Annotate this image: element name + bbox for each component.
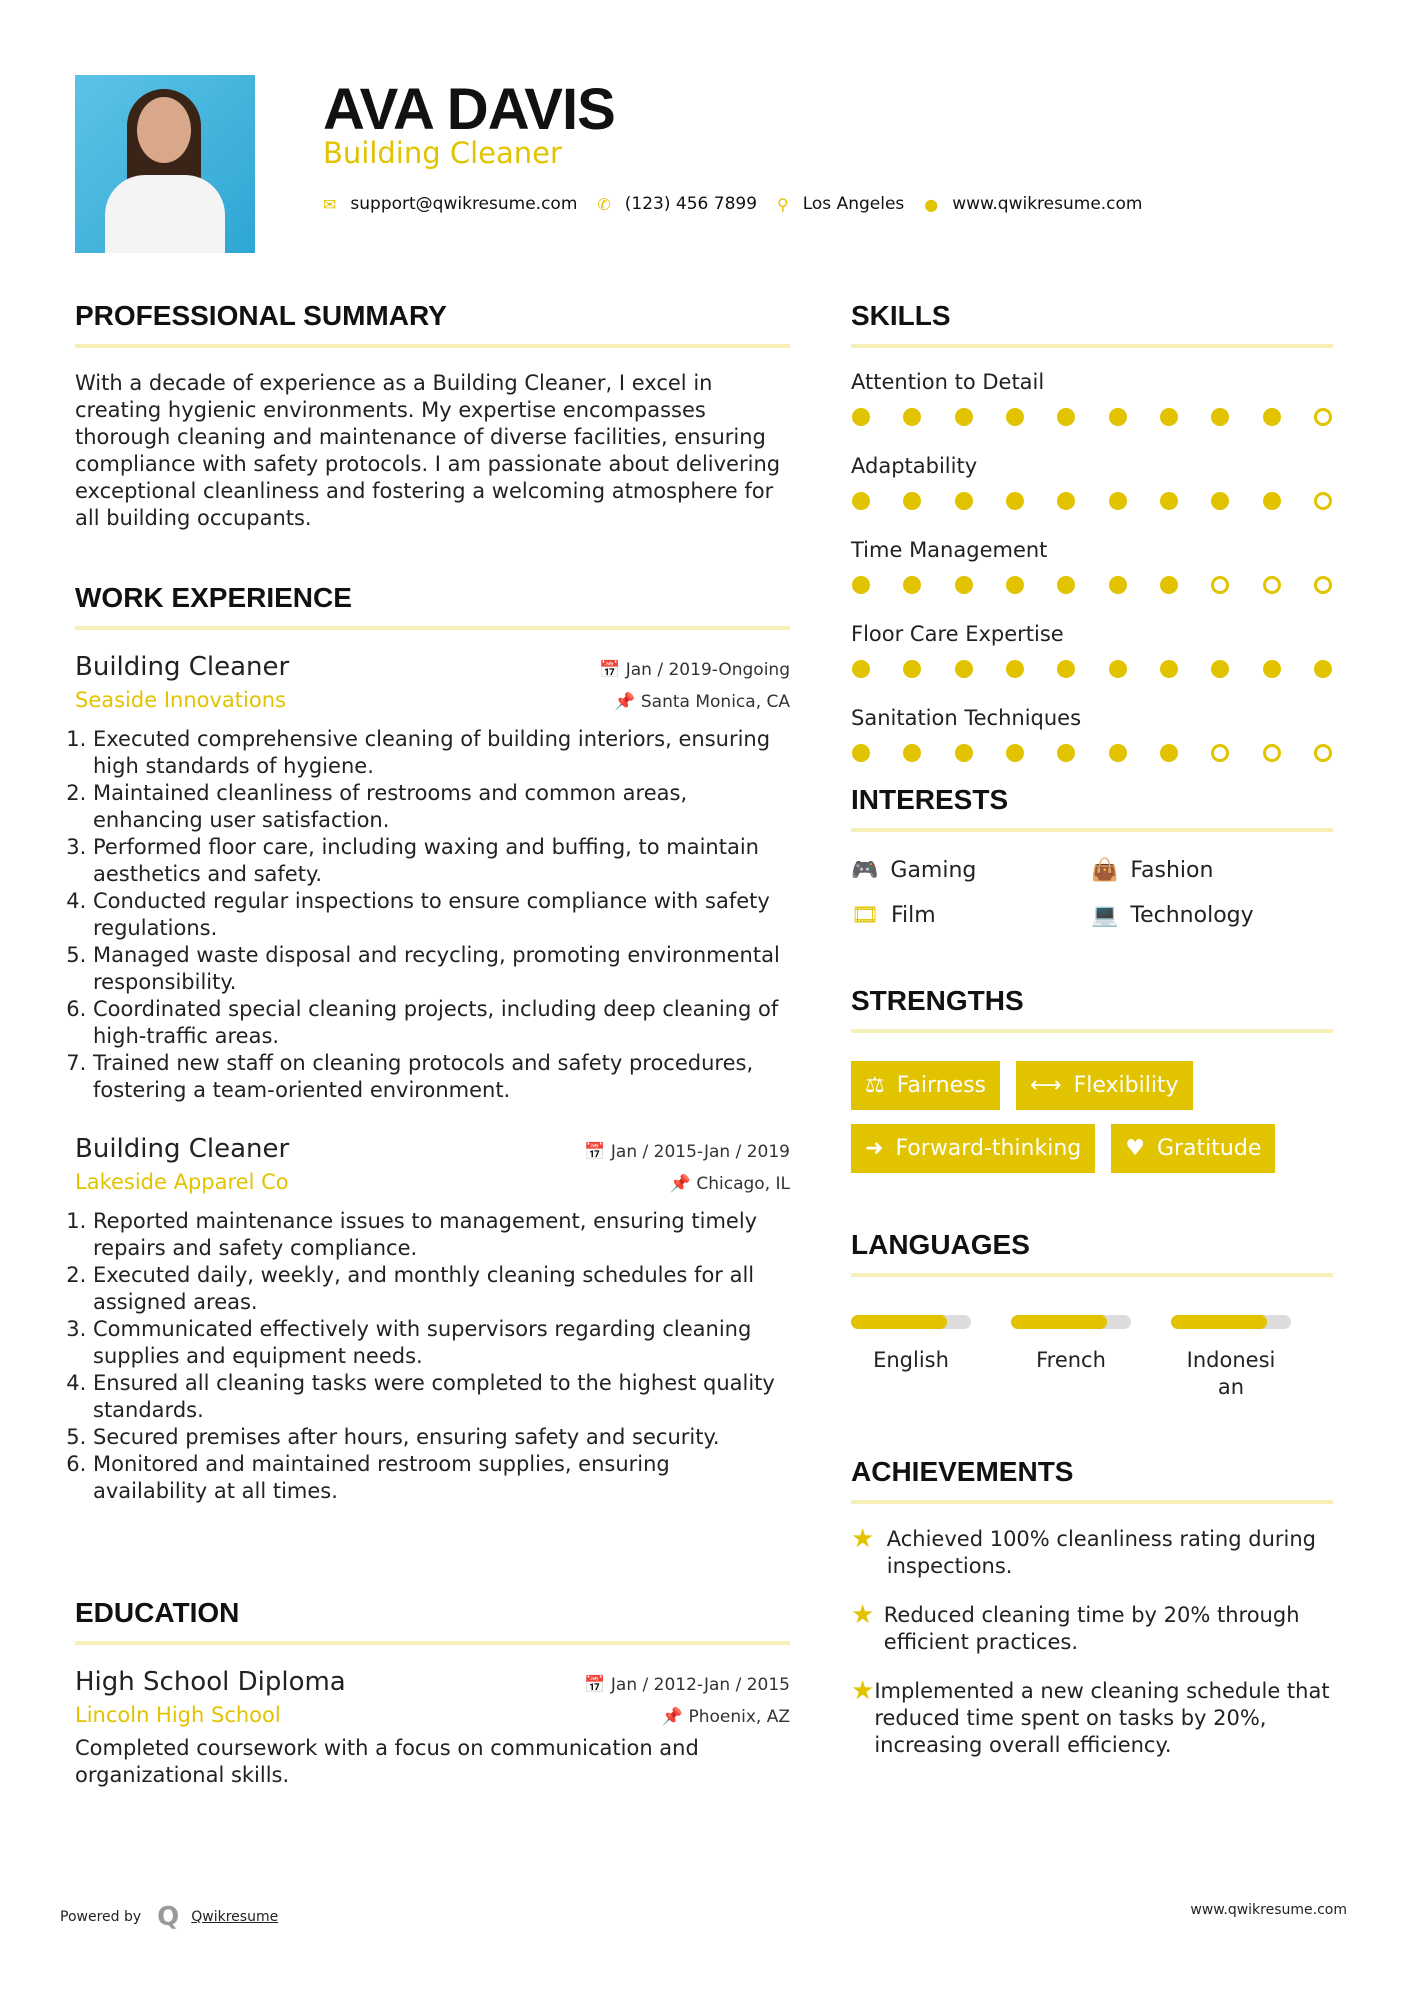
rating-dot: [1006, 492, 1024, 510]
work-section: [75, 582, 790, 1505]
list-item: 4. Conducted regular inspections to ensure compliance with safety regulations.: [93, 888, 790, 942]
date: 📅 Jan / 2019-Ongoing: [599, 660, 790, 680]
achievement-item: [851, 1678, 1333, 1759]
balance-scale-icon: ⚖: [865, 1073, 885, 1098]
rating-dot: [955, 408, 973, 426]
rating-dot: [1109, 744, 1127, 762]
language-level-fill: [851, 1315, 947, 1329]
summary-section: [75, 300, 790, 532]
strength-label: Forward-thinking: [895, 1136, 1082, 1161]
rating-dot: [1006, 576, 1024, 594]
skill-rating: [851, 408, 1333, 426]
rating-dot: [1109, 660, 1127, 678]
rating-dot: [1160, 408, 1178, 426]
divider: [851, 1500, 1333, 1504]
list-item: 3. Communicated effectively with supervisors regarding cleaning supplies and equipment needs.: [93, 1316, 790, 1370]
skill-rating: [851, 492, 1333, 510]
rating-dot: [1314, 744, 1332, 762]
language-item: [851, 1315, 971, 1401]
strength-badge: [1111, 1124, 1275, 1173]
rating-dot: [955, 744, 973, 762]
rating-dot: [955, 492, 973, 510]
achievement-text: Implemented a new cleaning schedule that reduced time spent on tasks by 20%, increasing overall efficiency.: [874, 1679, 1330, 1757]
language-name: English: [873, 1348, 949, 1372]
skill-rating: [851, 576, 1333, 594]
contact-bar: [323, 194, 1163, 214]
section-heading: SKILLS: [851, 300, 951, 331]
date: 📅 Jan / 2012-Jan / 2015: [584, 1675, 790, 1695]
rating-dot: [903, 492, 921, 510]
candidate-name: AVA DAVIS: [323, 77, 615, 142]
section-heading: STRENGTHS: [851, 985, 1024, 1016]
rating-dot: [1263, 660, 1281, 678]
rating-dot: [955, 660, 973, 678]
rating-dot: [1160, 660, 1178, 678]
interest-item: [1091, 903, 1331, 928]
language-level-fill: [1171, 1315, 1267, 1329]
list-item: 2. Maintained cleanliness of restrooms and common areas, enhancing user satisfaction.: [93, 780, 790, 834]
email[interactable]: support@qwikresume.com: [350, 194, 578, 214]
skill-name: Time Management: [851, 538, 1048, 562]
job-entry: [75, 1134, 790, 1505]
school: Lincoln High School: [75, 1703, 281, 1727]
rating-dot: [1314, 660, 1332, 678]
website[interactable]: www.qwikresume.com: [952, 194, 1143, 214]
rating-dot: [1211, 576, 1229, 594]
rating-dot: [1314, 492, 1332, 510]
strength-badge: [851, 1124, 1095, 1173]
rating-dot: [1160, 492, 1178, 510]
list-item: 7. Trained new staff on cleaning protocols and safety procedures, fostering a team-oriented environment.: [93, 1050, 790, 1104]
envelope-icon: ✉: [323, 194, 337, 214]
rating-dot: [852, 744, 870, 762]
language-name: French: [1036, 1348, 1106, 1372]
language-level-fill: [1011, 1315, 1107, 1329]
skill-rating: [851, 744, 1333, 762]
skill-name: Floor Care Expertise: [851, 622, 1064, 646]
film-icon: 🎞: [851, 903, 879, 928]
interest-item: [851, 903, 1091, 928]
rating-dot: [1160, 576, 1178, 594]
company: Lakeside Apparel Co: [75, 1170, 289, 1194]
rating-dot: [1263, 408, 1281, 426]
summary-text: With a decade of experience as a Building Cleaner, I excel in creating hygienic environments. My expertise encompasses thorough cleaning and maintenance of diverse facilities, ensuring compliance with safety protocols. I am passionate about delivering exceptional cleanliness and fostering a welcoming atmosphere for all building occupants.: [75, 371, 781, 530]
date-text: Jan / 2019-Ongoing: [625, 660, 790, 680]
interest-label: Fashion: [1130, 858, 1214, 883]
brand-link[interactable]: Qwikresume: [191, 1909, 279, 1925]
interest-label: Film: [890, 903, 936, 928]
globe-icon: ●: [924, 194, 939, 214]
rating-dot: [903, 744, 921, 762]
rating-dot: [1160, 744, 1178, 762]
phone-icon: ✆: [597, 194, 611, 214]
section-heading: LANGUAGES: [851, 1229, 1030, 1260]
list-item: 5. Secured premises after hours, ensuring safety and security.: [93, 1424, 790, 1451]
degree: High School Diploma: [75, 1667, 346, 1697]
strength-label: Fairness: [896, 1073, 987, 1098]
rating-dot: [1006, 744, 1024, 762]
rating-dot: [1211, 492, 1229, 510]
rating-dot: [1057, 660, 1075, 678]
language-name: Indonesian: [1186, 1348, 1276, 1399]
strength-badge: [1016, 1061, 1193, 1110]
location: 📌 Phoenix, AZ: [661, 1707, 790, 1727]
footer-site[interactable]: www.qwikresume.com: [1190, 1902, 1347, 1918]
language-item: [1011, 1315, 1131, 1401]
achievement-text: Achieved 100% cleanliness rating during inspections.: [886, 1527, 1316, 1578]
achievement-text: Reduced cleaning time by 20% through efficient practices.: [883, 1603, 1300, 1654]
language-level-bar: [1011, 1315, 1131, 1329]
language-level-bar: [851, 1315, 971, 1329]
rating-dot: [903, 660, 921, 678]
education-section: [75, 1597, 790, 1789]
section-heading: WORK EXPERIENCE: [75, 582, 352, 613]
heart-icon: ♥: [1125, 1136, 1145, 1161]
divider: [75, 1641, 790, 1645]
rating-dot: [1109, 576, 1127, 594]
rating-dot: [852, 576, 870, 594]
strengths-section: [851, 985, 1333, 1173]
bullet-list: [75, 726, 790, 1104]
rating-dot: [1057, 492, 1075, 510]
rating-dot: [1263, 576, 1281, 594]
languages-section: [851, 1229, 1333, 1401]
rating-dot: [1006, 408, 1024, 426]
skill-name: Adaptability: [851, 454, 978, 478]
location: 📌 Santa Monica, CA: [614, 692, 790, 712]
bullet-list: [75, 1208, 790, 1505]
rating-dot: [852, 408, 870, 426]
job-title: Building Cleaner: [75, 652, 290, 682]
laptop-icon: 💻: [1091, 903, 1119, 928]
list-item: 4. Ensured all cleaning tasks were completed to the highest quality standards.: [93, 1370, 790, 1424]
interest-item: [851, 858, 1091, 883]
star-icon: ★: [851, 1600, 875, 1630]
list-item: 1. Reported maintenance issues to management, ensuring timely repairs and safety compliance.: [93, 1208, 790, 1262]
list-item: 3. Performed floor care, including waxing and buffing, to maintain aesthetics and safety.: [93, 834, 790, 888]
language-item: [1171, 1315, 1291, 1401]
date-text: Jan / 2012-Jan / 2015: [610, 1675, 790, 1695]
divider: [75, 344, 790, 348]
rating-dot: [1263, 744, 1281, 762]
interests-section: [851, 784, 1333, 928]
language-level-bar: [1171, 1315, 1291, 1329]
achievements-section: [851, 1456, 1333, 1759]
arrows-h-icon: ⟷: [1030, 1073, 1062, 1098]
map-marker-icon: ⚲: [777, 194, 789, 214]
list-item: 6. Coordinated special cleaning projects, including deep cleaning of high-traffic areas.: [93, 996, 790, 1050]
rating-dot: [1211, 744, 1229, 762]
achievement-item: [851, 1526, 1333, 1580]
rating-dot: [903, 576, 921, 594]
rating-dot: [1057, 408, 1075, 426]
company: Seaside Innovations: [75, 688, 286, 712]
rating-dot: [852, 660, 870, 678]
strength-badge: [851, 1061, 1000, 1110]
location: Los Angeles: [802, 194, 905, 214]
rating-dot: [903, 408, 921, 426]
profile-photo: [75, 75, 255, 253]
divider: [75, 626, 790, 630]
rating-dot: [1006, 660, 1024, 678]
rating-dot: [1109, 492, 1127, 510]
location: 📌 Chicago, IL: [669, 1174, 790, 1194]
list-item: 6. Monitored and maintained restroom supplies, ensuring availability at all times.: [93, 1451, 790, 1505]
location-text: Phoenix, AZ: [688, 1707, 790, 1727]
rating-dot: [1263, 492, 1281, 510]
job-title: Building Cleaner: [323, 136, 562, 170]
star-icon: ★: [851, 1676, 875, 1706]
rating-dot: [1057, 576, 1075, 594]
list-item: 1. Executed comprehensive cleaning of building interiors, ensuring high standards of hygiene.: [93, 726, 790, 780]
footer-branding: [60, 1902, 278, 1932]
achievement-item: [851, 1602, 1333, 1656]
interest-label: Gaming: [890, 858, 977, 883]
location-text: Chicago, IL: [696, 1174, 790, 1194]
rating-dot: [1211, 408, 1229, 426]
job-entry: [75, 652, 790, 1104]
arrow-right-icon: ➜: [865, 1136, 884, 1161]
rating-dot: [1057, 744, 1075, 762]
star-icon: ★: [851, 1524, 875, 1554]
date-text: Jan / 2015-Jan / 2019: [610, 1142, 790, 1162]
section-heading: INTERESTS: [851, 784, 1009, 815]
rating-dot: [1211, 660, 1229, 678]
job-title: Building Cleaner: [75, 1134, 290, 1164]
qwikresume-logo-icon: Q: [157, 1902, 180, 1932]
skills-section: [851, 300, 1333, 790]
skill-name: Sanitation Techniques: [851, 706, 1082, 730]
location-text: Santa Monica, CA: [640, 692, 790, 712]
phone: (123) 456 7899: [624, 194, 758, 214]
skill-rating: [851, 660, 1333, 678]
list-item: 2. Executed daily, weekly, and monthly cleaning schedules for all assigned areas.: [93, 1262, 790, 1316]
strength-label: Flexibility: [1073, 1073, 1179, 1098]
interest-label: Technology: [1130, 903, 1254, 928]
list-item: 5. Managed waste disposal and recycling, promoting environmental responsibility.: [93, 942, 790, 996]
rating-dot: [1314, 408, 1332, 426]
shopping-bag-icon: 👜: [1091, 858, 1119, 883]
divider: [851, 1273, 1333, 1277]
rating-dot: [955, 576, 973, 594]
powered-by: Powered by: [60, 1909, 142, 1925]
divider: [851, 1029, 1333, 1033]
section-heading: EDUCATION: [75, 1597, 240, 1628]
gamepad-icon: 🎮: [851, 858, 879, 883]
divider: [851, 344, 1333, 348]
rating-dot: [1314, 576, 1332, 594]
section-heading: ACHIEVEMENTS: [851, 1456, 1074, 1487]
date: 📅 Jan / 2015-Jan / 2019: [584, 1142, 790, 1162]
interest-item: [1091, 858, 1331, 883]
skill-name: Attention to Detail: [851, 370, 1045, 394]
strength-label: Gratitude: [1156, 1136, 1262, 1161]
section-heading: PROFESSIONAL SUMMARY: [75, 300, 447, 331]
education-text: Completed coursework with a focus on communication and organizational skills.: [75, 1736, 699, 1787]
rating-dot: [852, 492, 870, 510]
rating-dot: [1109, 408, 1127, 426]
divider: [851, 828, 1333, 832]
